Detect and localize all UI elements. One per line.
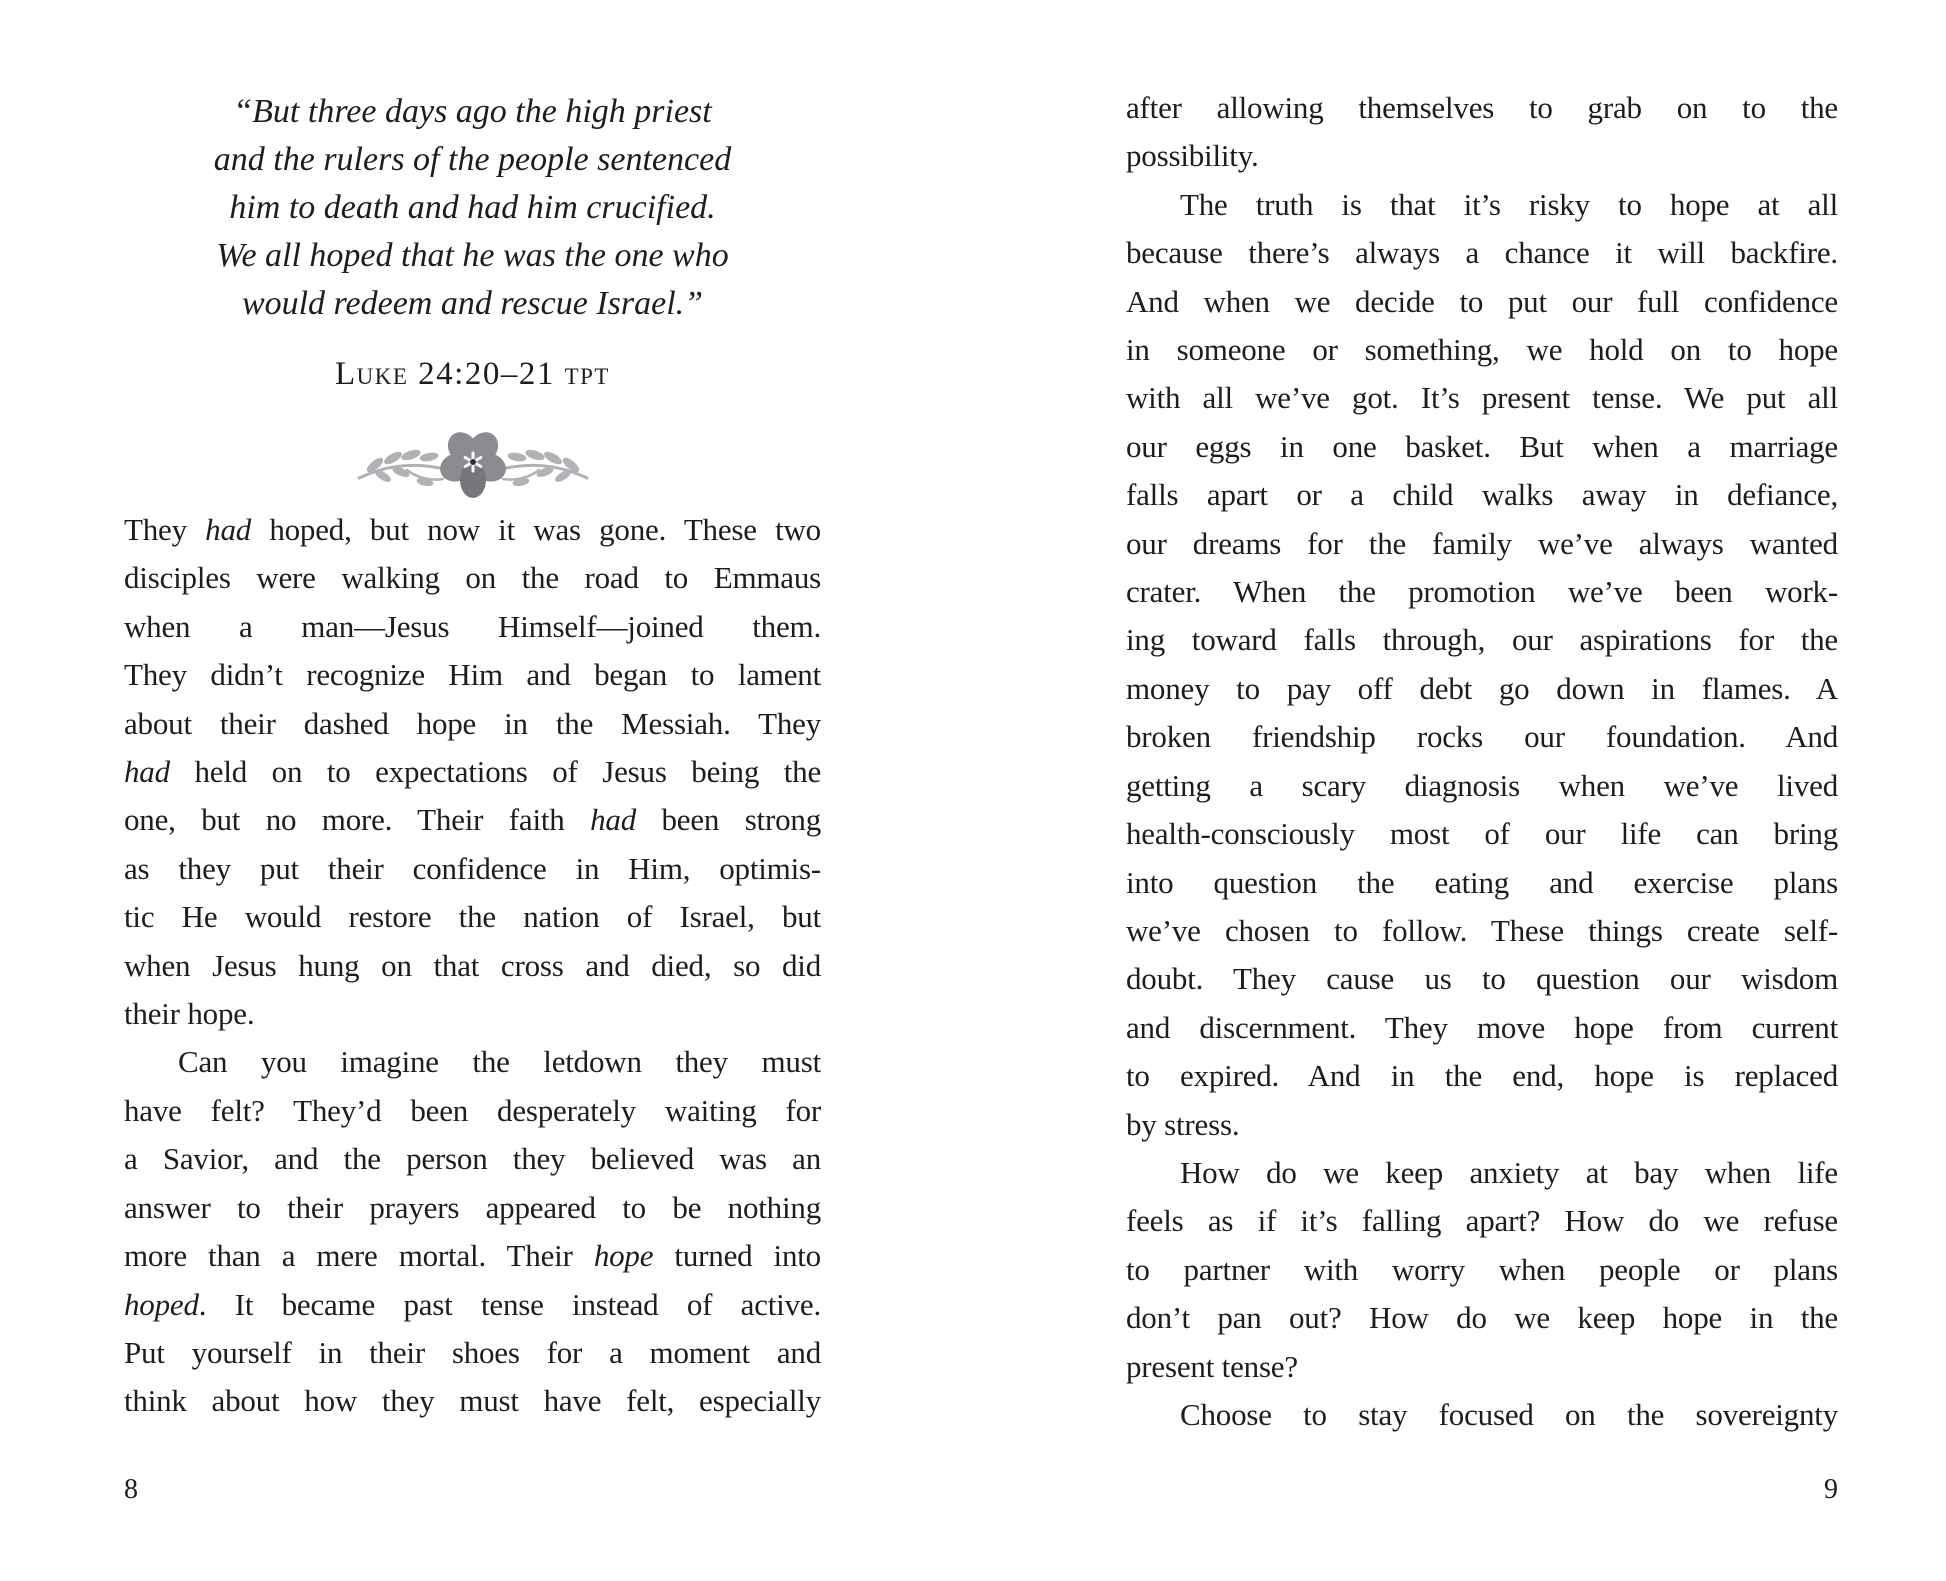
text-line (124, 506, 821, 554)
text-segment: when Jesus hung on that cross and died, so did (124, 947, 821, 983)
text-segment: about their dashed hope in the Messiah. They (124, 705, 821, 741)
text-line (1126, 326, 1838, 374)
text-segment: by stress. (1126, 1106, 1240, 1142)
text-segment: feels as if it’s falling apart? How do we refuse (1126, 1203, 1838, 1239)
text-line (124, 1135, 821, 1183)
text-line (124, 1232, 821, 1280)
text-segment: as they put their confidence in Him, optimis- (124, 850, 821, 886)
text-segment: held on to expectations of Jesus being the (169, 754, 821, 790)
text-segment: have felt? They’d been desperately waiting for (124, 1092, 821, 1128)
text-line (1126, 471, 1838, 519)
text-segment: And when we decide to put our full confidence (1126, 283, 1838, 319)
text-line (1126, 907, 1838, 955)
text-segment: getting a scary diagnosis when we’ve lived (1126, 767, 1838, 803)
text-segment: The truth is that it’s risky to hope at all (1180, 186, 1838, 222)
left-page (124, 0, 821, 1581)
text-segment: think about how they must have felt, especially (124, 1383, 821, 1419)
text-segment: possibility. (1126, 138, 1259, 174)
text-line (1126, 1246, 1838, 1294)
text-segment: hoped, but now it was gone. These two (251, 512, 821, 547)
text-line (1126, 84, 1838, 132)
text-line (1126, 1149, 1838, 1197)
text-segment: had (124, 754, 170, 790)
text-segment: doubt. They cause us to question our wisdom (1126, 961, 1838, 997)
text-line (124, 232, 821, 280)
text-segment: tic He would restore the nation of Israel, but (124, 899, 821, 935)
text-segment: our eggs in one basket. But when a marriage (1126, 428, 1838, 464)
text-segment: . It became past tense instead of active. (198, 1286, 821, 1322)
text-line (124, 845, 821, 893)
text-line (124, 88, 821, 136)
text-segment: their hope. (124, 996, 255, 1032)
text-segment: when a man—Jesus Himself—joined them. (124, 608, 821, 644)
text-line (124, 651, 821, 699)
flower-ornament (355, 422, 591, 500)
text-segment: our dreams for the family we’ve always wanted (1126, 525, 1838, 561)
text-line (1126, 181, 1838, 229)
text-line (1126, 810, 1838, 858)
text-segment: would redeem and rescue Israel.” (241, 285, 704, 322)
text-segment: don’t pan out? How do we keep hope in the (1126, 1300, 1838, 1336)
text-segment: They (124, 512, 206, 547)
text-segment: had (205, 512, 252, 547)
text-line (124, 280, 821, 328)
text-segment: answer to their prayers appeared to be nothing (124, 1189, 821, 1225)
text-segment: present tense? (1126, 1348, 1298, 1384)
text-segment: more than a mere mortal. Their (124, 1238, 594, 1274)
text-segment: been strong (636, 802, 821, 838)
text-line (1126, 568, 1838, 616)
text-line (1126, 1004, 1838, 1052)
text-segment: Put yourself in their shoes for a moment and (124, 1334, 821, 1370)
text-line (124, 796, 821, 844)
text-segment: in someone or something, we hold on to hope (1126, 332, 1838, 368)
text-segment: and discernment. They move hope from current (1126, 1009, 1838, 1045)
flower-icon (436, 426, 509, 498)
text-segment: They didn’t recognize Him and began to lament (124, 657, 821, 693)
text-segment: We all hoped that he was the one who (216, 237, 729, 274)
page-number-right: 9 (1824, 1474, 1838, 1505)
text-line (124, 603, 821, 651)
text-line (1126, 520, 1838, 568)
text-line (124, 1281, 821, 1329)
text-segment: to expired. And in the end, hope is replaced (1126, 1058, 1838, 1094)
text-segment: “But three days ago the high priest (233, 93, 712, 130)
text-segment: with all we’ve got. It’s present tense. We put all (1126, 380, 1838, 416)
leaf-sprig-icon (359, 448, 449, 486)
text-segment: broken friendship rocks our foundation. And (1126, 719, 1838, 755)
text-line (1126, 859, 1838, 907)
text-line (124, 136, 821, 184)
text-segment: hope (593, 1238, 654, 1274)
text-line (1126, 713, 1838, 761)
text-segment: a Savior, and the person they believed was an (124, 1141, 821, 1177)
text-segment: hoped (124, 1286, 199, 1322)
text-line (124, 893, 821, 941)
leaf-sprig-icon (497, 448, 587, 486)
text-segment: disciples were walking on the road to Emmaus (124, 560, 821, 596)
body-text-left (124, 506, 821, 1426)
text-line (1126, 955, 1838, 1003)
text-segment: and the rulers of the people sentenced (213, 141, 732, 178)
text-segment: falls apart or a child walks away in defiance, (1126, 477, 1838, 513)
text-segment: to partner with worry when people or plans (1126, 1251, 1838, 1287)
text-segment: into question the eating and exercise plans (1126, 864, 1838, 900)
text-line (124, 1087, 821, 1135)
text-segment: one, but no more. Their faith (124, 802, 591, 838)
text-line (1126, 1101, 1838, 1149)
text-segment: ing toward falls through, our aspirations for the (1126, 622, 1838, 658)
text-line (1126, 374, 1838, 422)
text-line (124, 990, 821, 1038)
scripture-reference: Luke 24:20–21 tpt (335, 356, 610, 392)
text-line (1126, 278, 1838, 326)
text-line (1126, 1294, 1838, 1342)
text-line (1126, 132, 1838, 180)
text-segment: we’ve chosen to follow. These things create self- (1126, 912, 1838, 948)
text-segment: after allowing themselves to grab on to the (1126, 90, 1838, 125)
text-line (124, 748, 821, 796)
text-segment: had (590, 802, 636, 838)
text-segment: because there’s always a chance it will backfire. (1126, 235, 1838, 271)
text-line (124, 942, 821, 990)
epigraph (124, 88, 821, 328)
flower-ornament-graphic (355, 422, 591, 500)
text-line (124, 554, 821, 602)
text-segment: turned into (653, 1238, 821, 1274)
text-segment: money to pay off debt go down in flames. A (1126, 670, 1838, 706)
text-line (124, 184, 821, 232)
text-line (1126, 1197, 1838, 1245)
text-line (124, 1329, 821, 1377)
text-line (124, 700, 821, 748)
text-line (1126, 423, 1838, 471)
body-text-right (1126, 84, 1838, 1439)
text-line (124, 1184, 821, 1232)
text-line (1126, 229, 1838, 277)
right-page (1126, 0, 1838, 1581)
text-segment: How do we keep anxiety at bay when life (1180, 1154, 1838, 1190)
text-line (1126, 616, 1838, 664)
text-line (1126, 1391, 1838, 1439)
text-segment: Choose to stay focused on the sovereignty (1180, 1396, 1838, 1432)
text-line (124, 1377, 821, 1425)
text-line (1126, 1343, 1838, 1391)
text-line (1126, 665, 1838, 713)
text-line (1126, 1052, 1838, 1100)
text-segment: Can you imagine the letdown they must (178, 1044, 821, 1080)
text-line (124, 1038, 821, 1086)
text-segment: him to death and had him crucified. (229, 189, 716, 226)
text-line (1126, 762, 1838, 810)
text-segment: health-consciously most of our life can bring (1126, 816, 1838, 852)
text-segment: crater. When the promotion we’ve been work- (1126, 574, 1838, 610)
page-number-left: 8 (124, 1474, 138, 1505)
